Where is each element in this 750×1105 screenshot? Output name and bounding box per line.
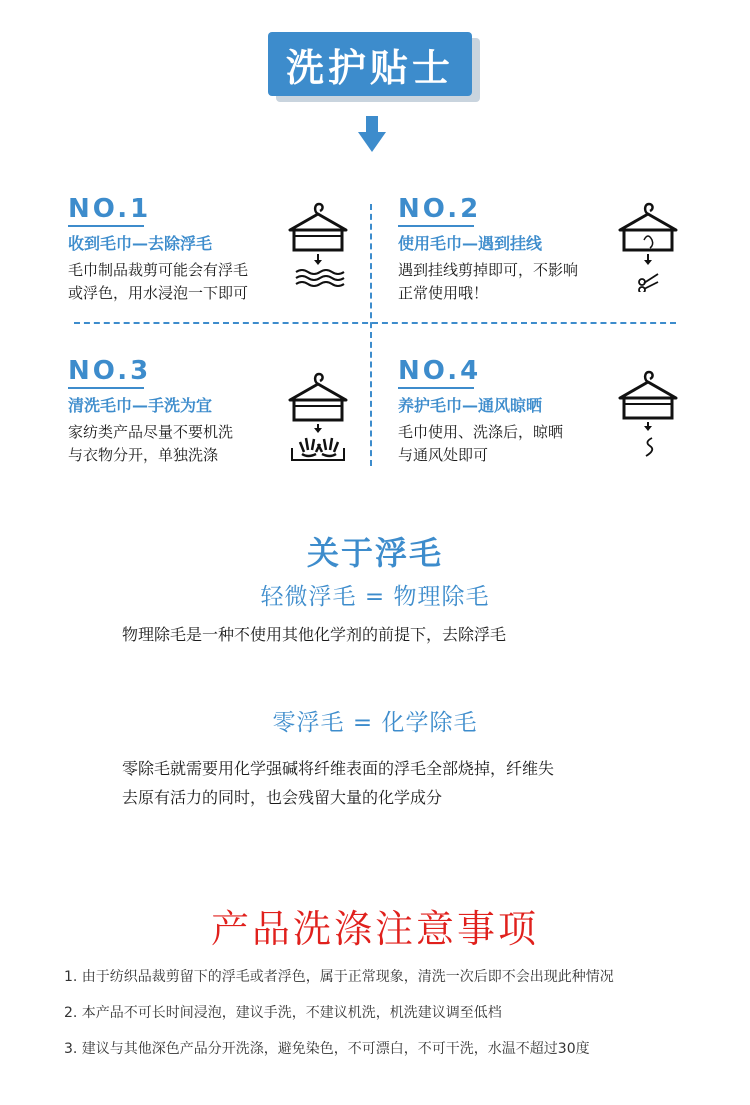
down-arrow-icon — [358, 116, 386, 152]
note-item-1: 1. 由于纺织品裁剪留下的浮毛或者浮色，属于正常现象，清洗一次后即不会出现此种情况 — [64, 969, 614, 985]
tip-description: 遇到挂线剪掉即可，不影响 正常使用哦！ — [398, 261, 579, 302]
note-item-2: 2. 本产品不可长时间浸泡，建议手洗，不建议机洗，机洗建议调至低档 — [64, 1005, 502, 1021]
tip-card-3 — [68, 356, 368, 467]
chemical-removal-equation: 零浮毛 = 化学除毛 — [272, 710, 478, 736]
tip-number: NO.3 — [68, 356, 152, 386]
tip-subtitle: 养护毛巾—通风晾晒 — [398, 396, 543, 415]
tip-number-underline — [68, 225, 144, 227]
physical-removal-equation: 轻微浮毛 = 物理除毛 — [260, 584, 490, 610]
tip-number-underline — [398, 225, 474, 227]
physical-removal-description: 物理除毛是一种不使用其他化学剂的前提下，去除浮毛 — [122, 625, 507, 644]
hanger-towel-airdry-icon — [616, 368, 680, 460]
tip-number: NO.2 — [398, 194, 482, 224]
tip-subtitle: 收到毛巾—去除浮毛 — [68, 234, 213, 253]
hanger-towel-handwash-icon — [286, 370, 350, 462]
page-title: 洗护贴士 — [268, 32, 472, 96]
note-item-3: 3. 建议与其他深色产品分开洗涤，避免染色，不可漂白，不可干洗，水温不超过30度 — [64, 1041, 590, 1057]
vertical-divider — [370, 204, 372, 466]
tip-description: 毛巾制品裁剪可能会有浮毛 或浮色，用水浸泡一下即可 — [68, 261, 249, 302]
hanger-towel-scissors-icon — [616, 200, 680, 292]
tip-subtitle: 清洗毛巾—手洗为宜 — [68, 396, 213, 415]
tip-subtitle: 使用毛巾—遇到挂线 — [398, 234, 543, 253]
tip-number-underline — [68, 387, 144, 389]
washing-notes-title: 产品洗涤注意事项 — [210, 907, 539, 951]
hanger-towel-water-icon — [286, 200, 350, 292]
about-lint-title: 关于浮毛 — [306, 534, 443, 572]
tip-card-4 — [398, 356, 698, 467]
tip-card-1 — [68, 194, 368, 305]
tip-number: NO.1 — [68, 194, 152, 224]
horizontal-divider — [74, 322, 676, 324]
tip-number-underline — [398, 387, 474, 389]
tip-card-2 — [398, 194, 698, 305]
tip-number: NO.4 — [398, 356, 482, 386]
tip-description: 毛巾使用、洗涤后，晾晒 与通风处即可 — [398, 423, 564, 464]
chemical-removal-description: 零除毛就需要用化学强碱将纤维表面的浮毛全部烧掉，纤维失 去原有活力的同时，也会残留大量的化学成分 — [122, 759, 555, 807]
tip-description: 家纺类产品尽量不要机洗 与衣物分开，单独洗涤 — [68, 423, 234, 464]
